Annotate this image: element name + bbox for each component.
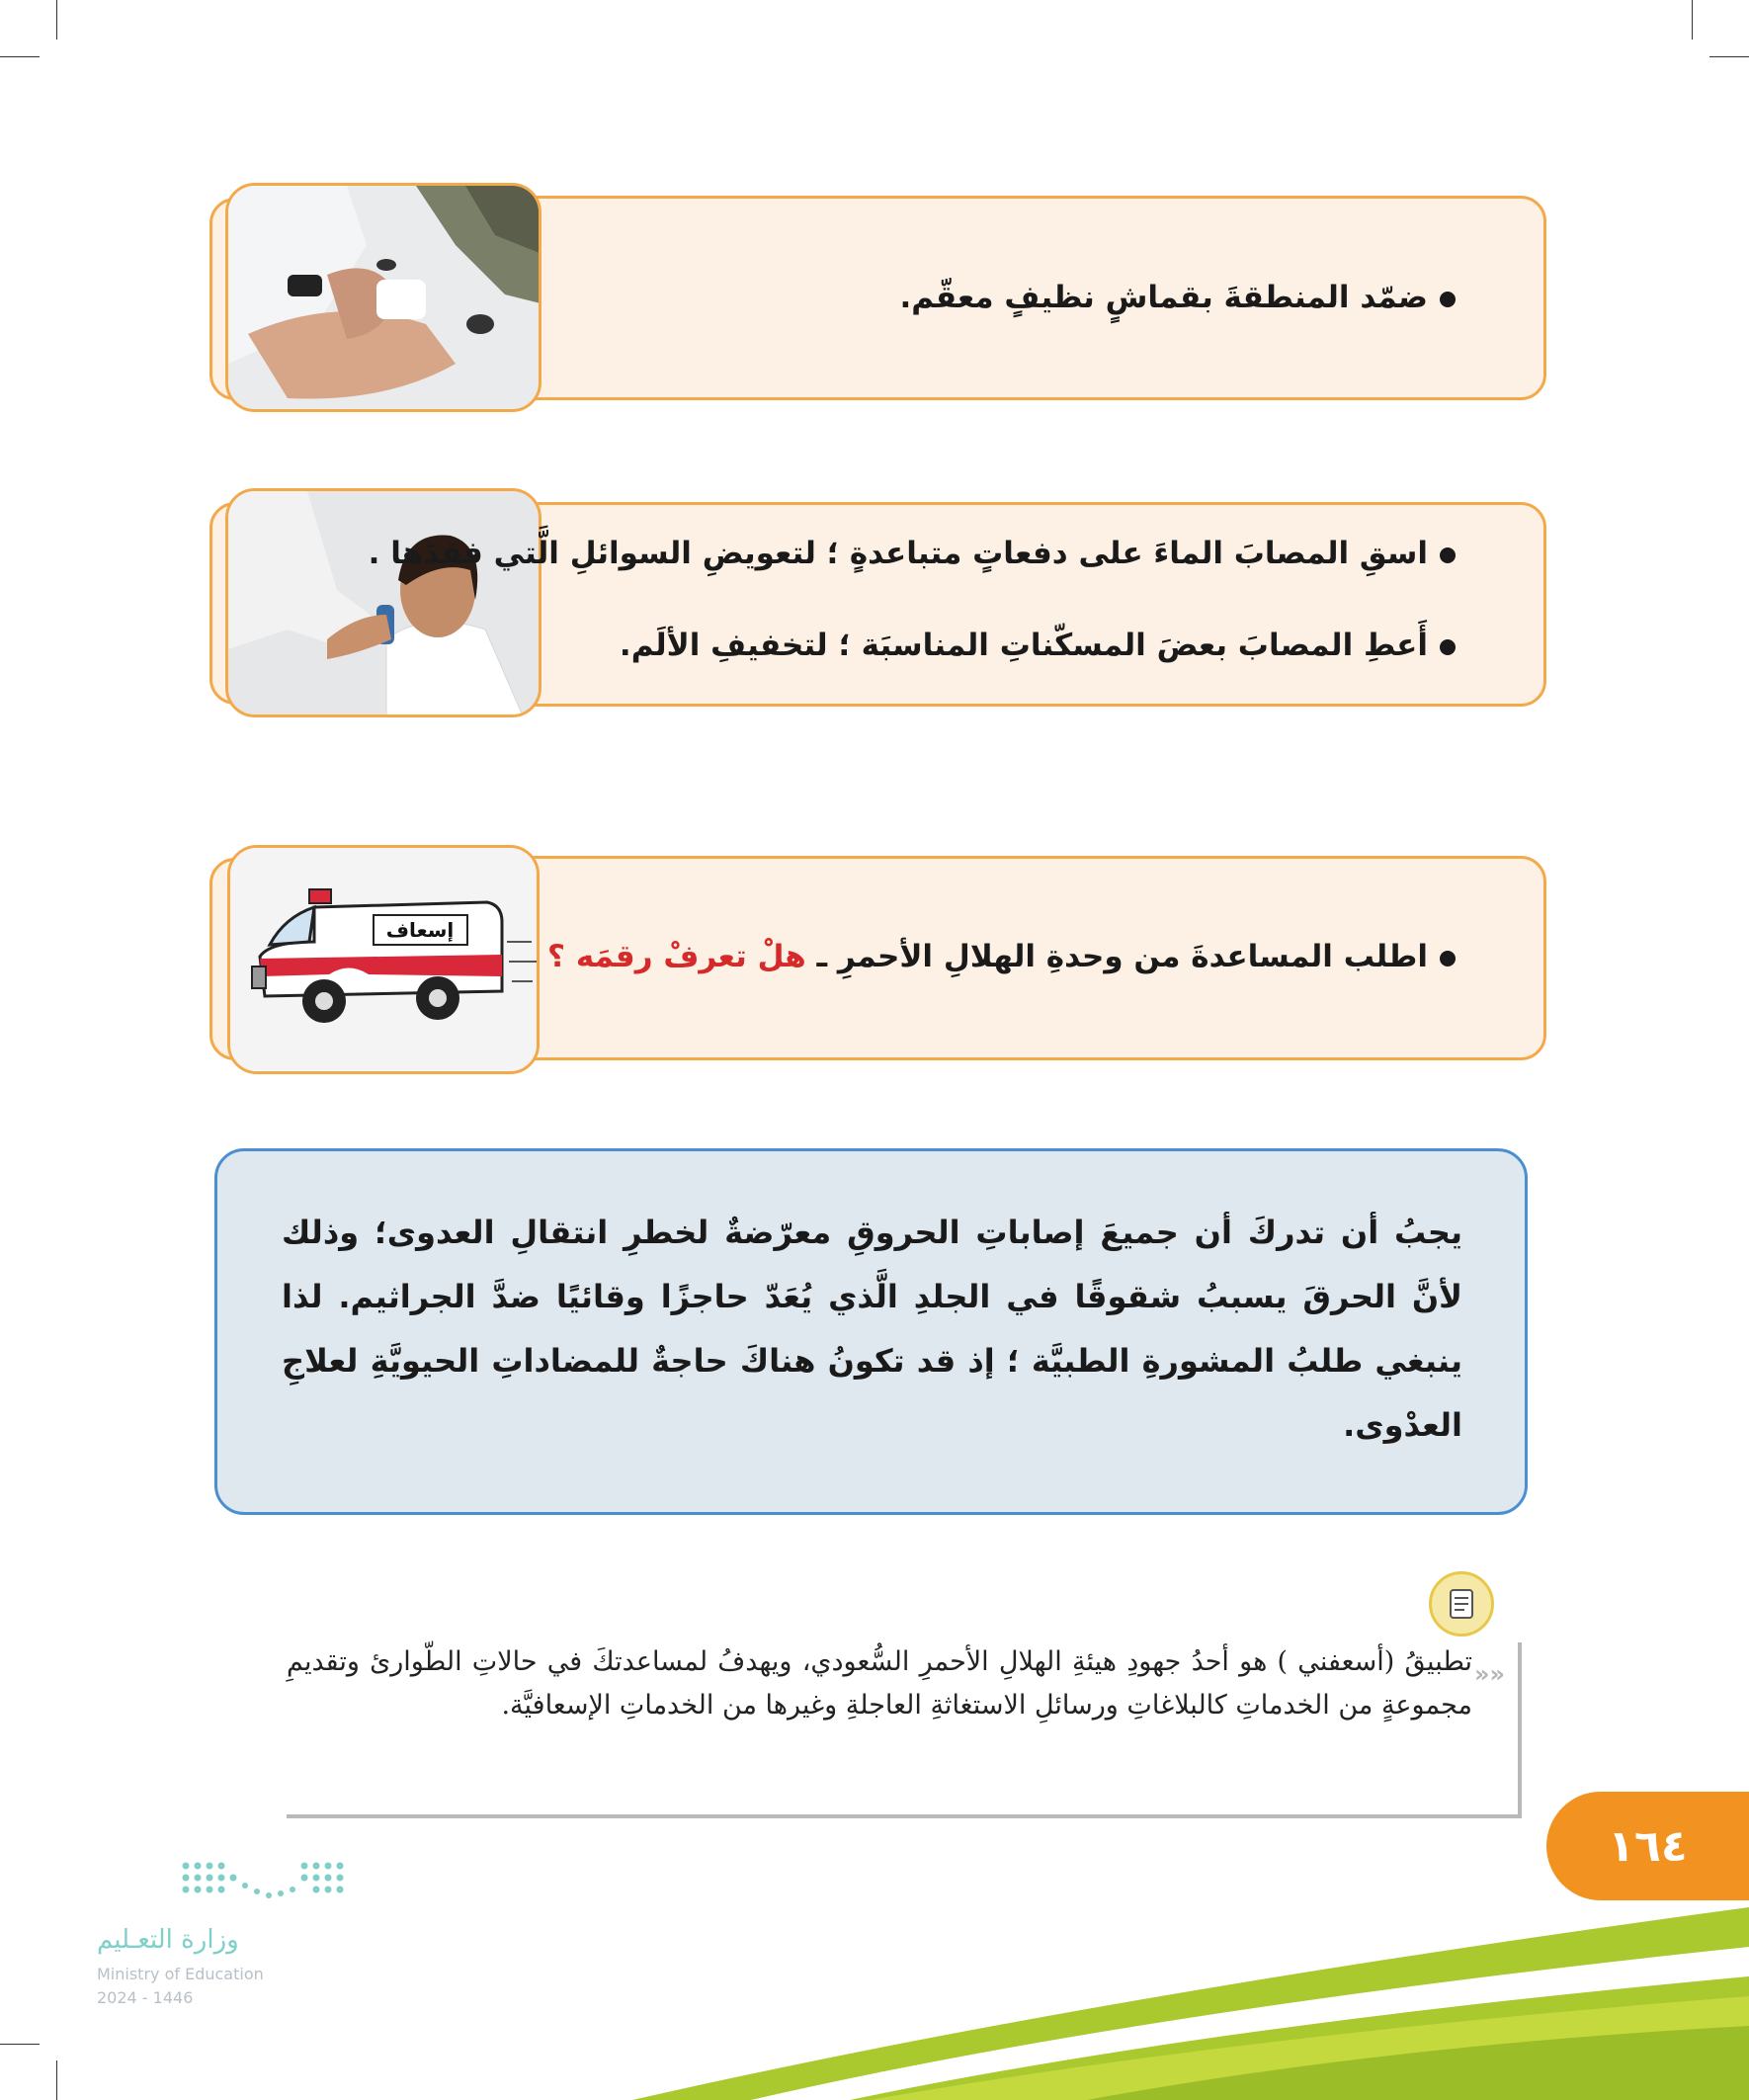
ambulance-label: إسعاف: [385, 918, 455, 942]
ministry-arabic-name: وزارة التعـليم: [97, 1925, 239, 1955]
card3-bullet-1: اطلب المساعدةَ من وحدةِ الهلالِ الأحمرِ ـ هلْ تعرفْ رقمَه ؟: [547, 939, 1456, 974]
crop-mark: [1709, 56, 1749, 57]
note-text: تطبيقُ (أسعفني ) هو أحدُ جهودِ هيئةِ الهلالِ الأحمرِ السُّعودي، ويهدفُ لمساعدتكَ في حالاتِ الطّوارئ وتقديمِ مجموعةٍ من الخدماتِ كالبلاغاتِ ورسائلِ الاستغاثةِ العاجلةِ وغيرها من الخدماتِ الإسعافيَّة.: [287, 1646, 1472, 1721]
bullet-dot-icon: [1440, 951, 1456, 966]
card2-bullet-2: أَعطِ المصابَ بعضَ المسكّناتِ المناسبَة ؛ لتخفيفِ الألَم.: [620, 628, 1456, 663]
fluids-photo: [225, 488, 541, 717]
card2-bullet-1: اسقِ المصابَ الماءَ على دفعاتٍ متباعدةٍ ؛ لتعويضِ السوائلِ الَّتي فقدَها .: [369, 536, 1456, 571]
question-highlight: هلْ تعرفْ رقمَه ؟: [547, 939, 806, 974]
note-sideline: [1518, 1642, 1522, 1818]
page-number: ١٦٤: [1546, 1792, 1749, 1900]
ambulance-illustration: [227, 845, 540, 1074]
bullet-dot-icon: [1440, 547, 1456, 563]
note-icon: [1429, 1571, 1494, 1637]
bandage-photo: [225, 183, 541, 412]
crop-mark: [0, 56, 40, 57]
bullet-dot-icon: [1440, 292, 1456, 307]
quote-marks-icon: »»: [1474, 1660, 1506, 1688]
crop-mark: [56, 0, 57, 40]
note-underline: [287, 1814, 1522, 1818]
ministry-logo-dots-icon: [178, 1858, 356, 1917]
ministry-english-name: Ministry of Education: [97, 1965, 264, 1983]
crop-mark: [1692, 0, 1693, 40]
card1-bullet-1: ضمّد المنطقةَ بقماشٍ نظيفٍ معقّم.: [900, 280, 1456, 315]
bullet-dot-icon: [1440, 639, 1456, 655]
ministry-year: 2024 - 1446: [97, 1988, 194, 2007]
info-box-text: يجبُ أن تدركَ أن جميعَ إصاباتِ الحروقِ معرّضةٌ لخطرِ انتقالِ العدوى؛ وذلك لأنَّ الحرقَ يسببُ شقوقًا في الجلدِ الَّذي يُعَدّ حاجزًا وقائيًا ضدَّ الجراثيم. لذا ينبغي طلبُ المشورةِ الطبيَّة ؛ إذ قد تكونُ هناكَ حاجةٌ للمضاداتِ الحيويَّةِ لعلاجِ العدْوى.: [282, 1214, 1462, 1444]
